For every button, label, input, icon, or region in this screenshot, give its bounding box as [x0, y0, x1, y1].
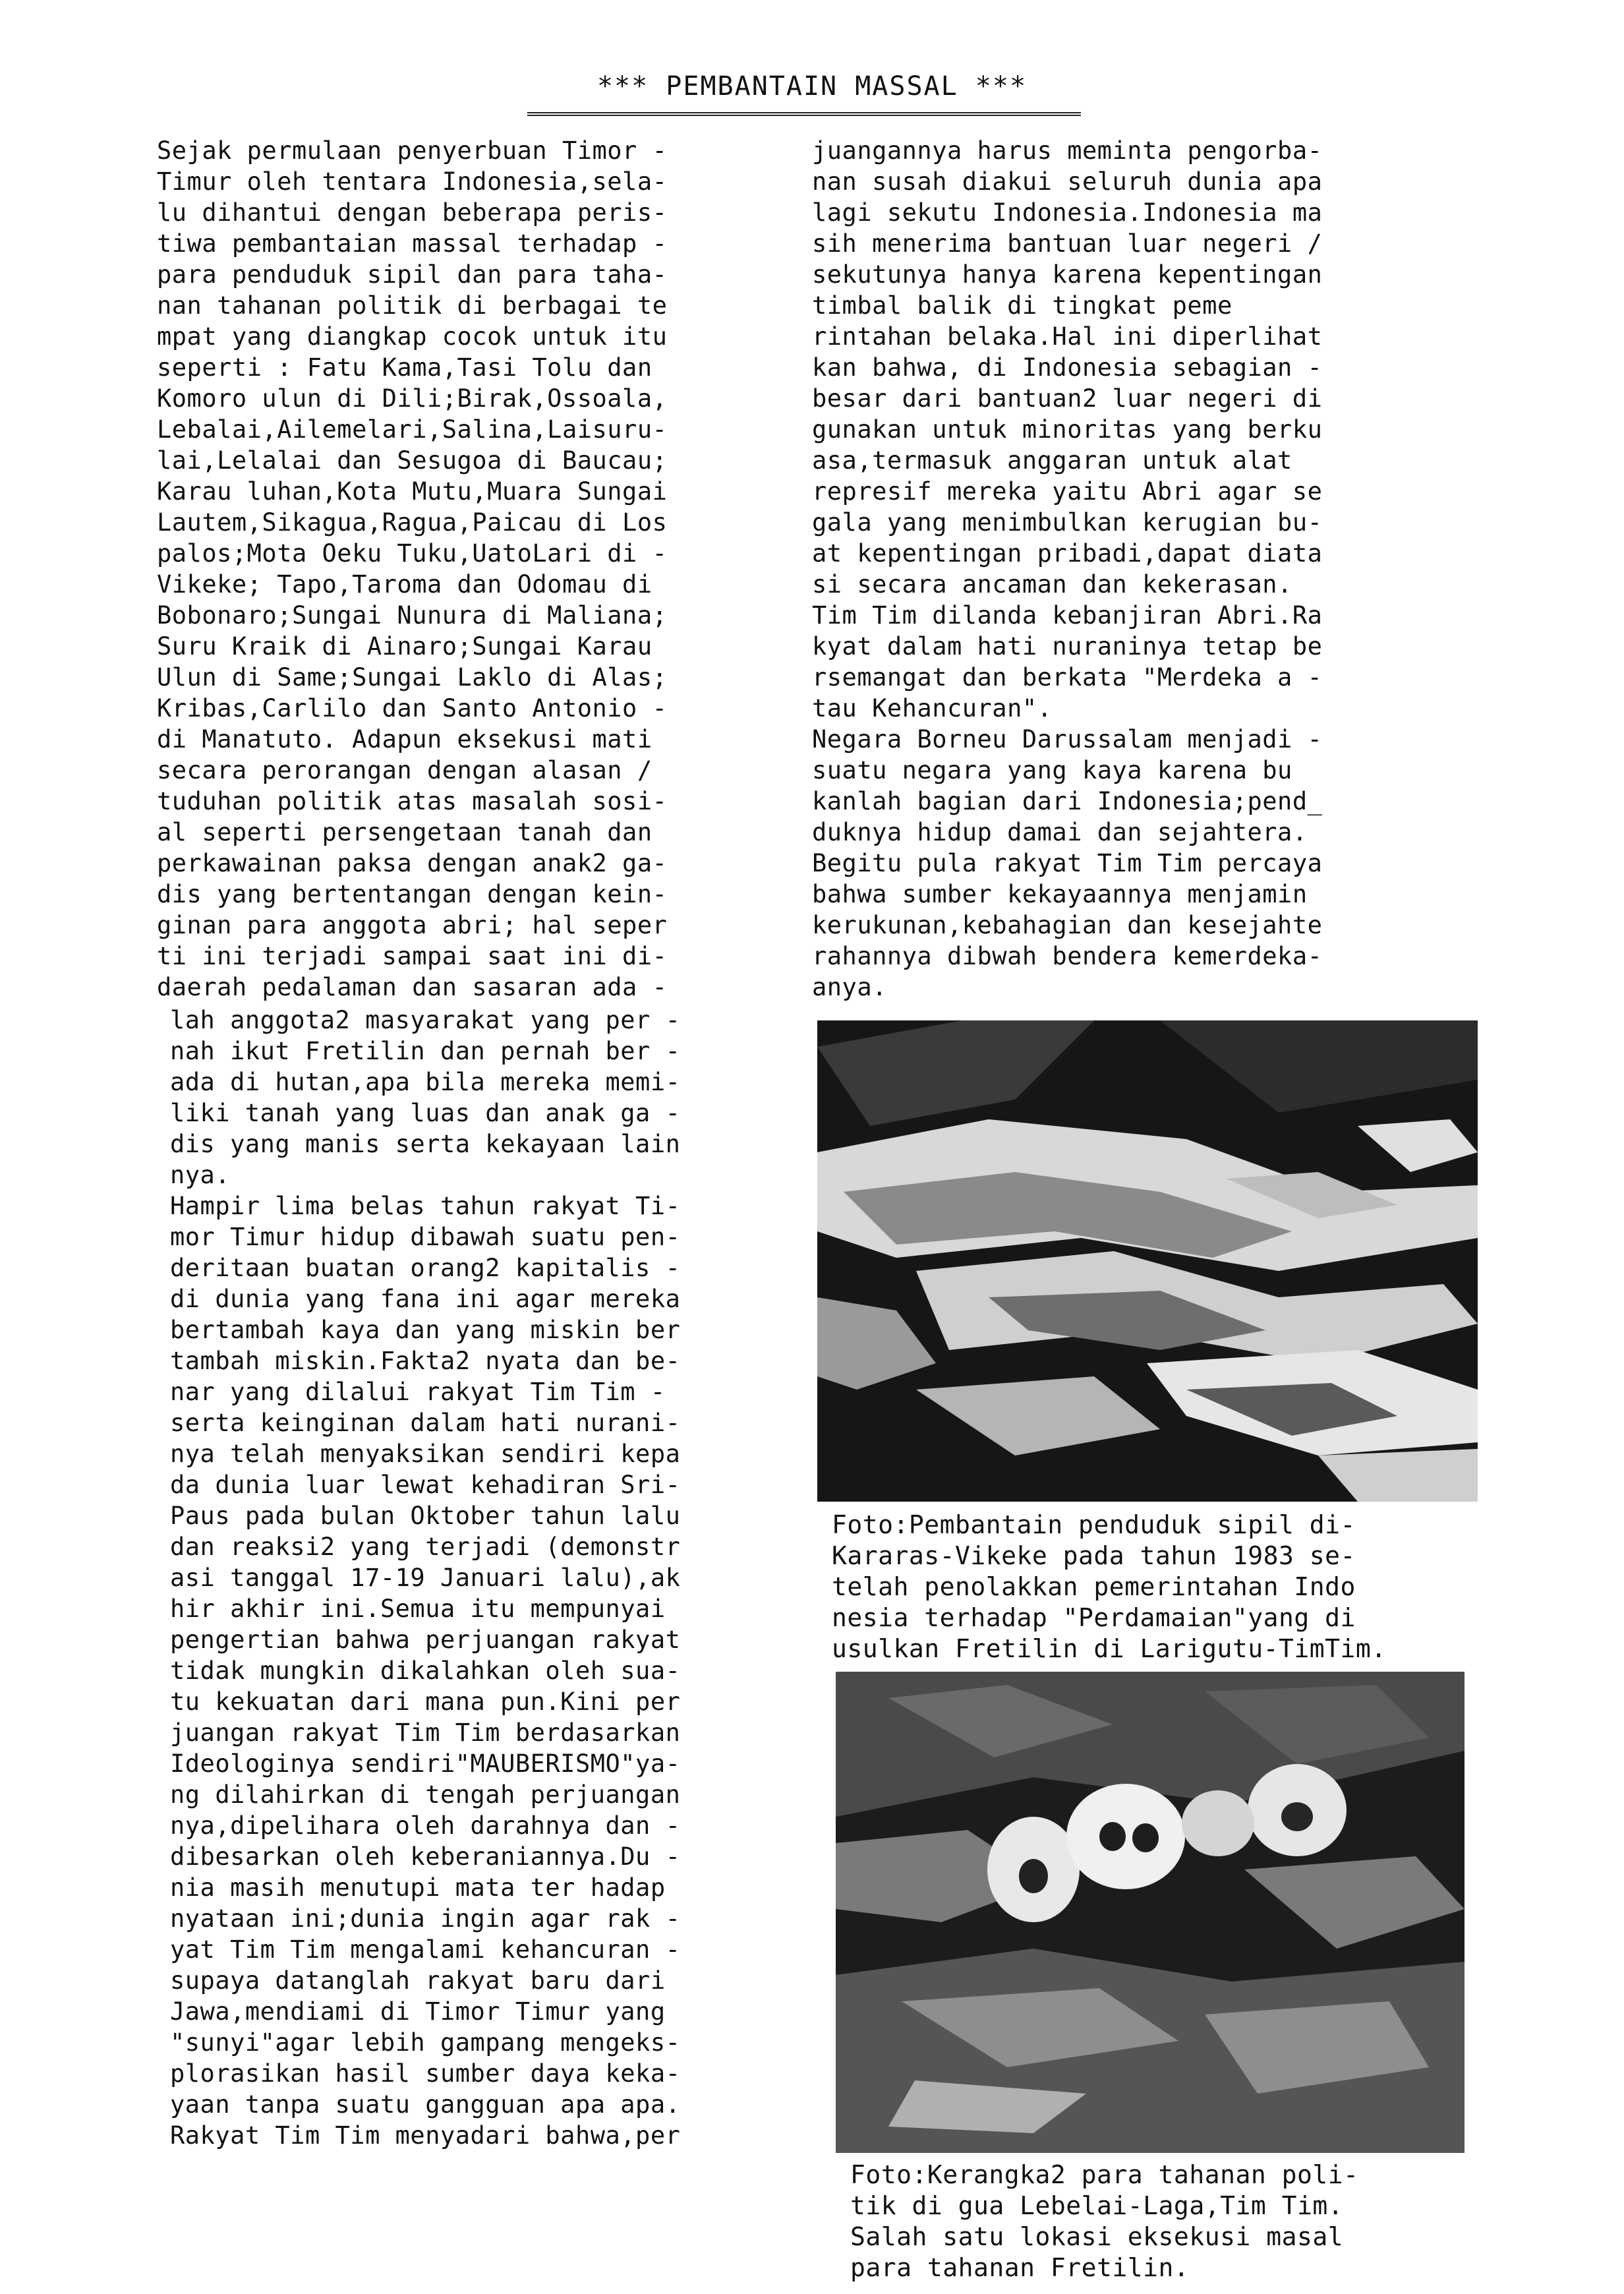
text-line: lu dihantui dengan beberapa peris-	[157, 198, 668, 227]
text-line: at kepentingan pribadi,dapat diata	[812, 539, 1323, 568]
caption-line: Foto:Pembantain penduduk sipil di-	[832, 1510, 1356, 1539]
skulls-photo	[836, 1672, 1464, 2153]
text-line: dibesarkan oleh keberaniannya.Du -	[170, 1842, 681, 1871]
text-line: suatu negara yang kaya karena bu	[812, 756, 1292, 784]
text-line: ti ini terjadi sampai saat ini di-	[157, 942, 668, 970]
text-line: yat Tim Tim mengalami kehancuran -	[170, 1935, 681, 1964]
text-line: dan reaksi2 yang terjadi (demonstr	[170, 1533, 681, 1561]
text-line: dis yang manis serta kekayaan lain	[170, 1130, 681, 1158]
text-line: lagi sekutu Indonesia.Indonesia ma	[812, 198, 1323, 227]
text-line: nya,dipelihara oleh darahnya dan -	[170, 1811, 681, 1840]
text-line: serta keinginan dalam hati nurani-	[170, 1409, 681, 1437]
massacre-photo-caption	[832, 1510, 1387, 1664]
text-line: secara perorangan dengan alasan /	[157, 756, 652, 784]
text-line: nan susah diakui seluruh dunia apa	[812, 167, 1323, 196]
text-line: Paus pada bulan Oktober tahun lalu	[170, 1502, 681, 1530]
skulls-photo-caption	[850, 2160, 1358, 2283]
text-line: "sunyi"agar lebih gampang mengeks-	[170, 2028, 681, 2057]
text-line: Vikeke; Tapo,Taroma dan Odomau di	[157, 570, 652, 599]
text-line: Lautem,Sikagua,Ragua,Paicau di Los	[157, 508, 668, 537]
text-line: ng dilahirkan di tengah perjuangan	[170, 1780, 681, 1809]
caption-line: tik di gua Lebelai-Laga,Tim Tim.	[850, 2191, 1344, 2220]
text-line: rahannya dibwah bendera kemerdeka-	[812, 942, 1323, 970]
text-line: nyataan ini;dunia ingin agar rak -	[170, 1904, 681, 1933]
text-line: daerah pedalaman dan sasaran ada -	[157, 973, 668, 1001]
text-line: Rakyat Tim Tim menyadari bahwa,per	[170, 2121, 681, 2150]
text-line: kyat dalam hati nuraninya tetap be	[812, 632, 1323, 661]
text-line: asa,termasuk anggaran untuk alat	[812, 446, 1292, 475]
text-line: lah anggota2 masyarakat yang per -	[170, 1006, 681, 1034]
text-line: Tim Tim dilanda kebanjiran Abri.Ra	[812, 601, 1323, 630]
text-line: besar dari bantuan2 luar negeri di	[812, 384, 1323, 413]
text-line: Bobonaro;Sungai Nunura di Maliana;	[157, 601, 668, 630]
text-line: Negara Borneu Darussalam menjadi -	[812, 725, 1323, 753]
text-line: Lebalai,Ailemelari,Salina,Laisuru-	[157, 415, 668, 444]
text-line: hir akhir ini.Semua itu mempunyai	[170, 1595, 666, 1623]
text-line: bertambah kaya dan yang miskin ber	[170, 1316, 681, 1344]
text-line: nya.	[170, 1161, 231, 1189]
text-line: tidak mungkin dikalahkan oleh sua-	[170, 1657, 681, 1685]
text-line: rintahan belaka.Hal ini diperlihat	[812, 322, 1323, 351]
text-line: asi tanggal 17-19 Januari lalu),ak	[170, 1564, 681, 1592]
left-column-lower	[170, 1005, 680, 2151]
text-line: timbal balik di tingkat peme	[812, 291, 1232, 320]
text-line: kan bahwa, di Indonesia sebagian -	[812, 353, 1323, 382]
caption-line: Kararas-Vikeke pada tahun 1983 se-	[832, 1541, 1356, 1570]
text-line: rsemangat dan berkata "Merdeka a -	[812, 663, 1323, 691]
text-line: sih menerima bantuan luar negeri /	[812, 229, 1323, 258]
page-title: *** PEMBANTAIN MASSAL ***	[596, 71, 1028, 102]
caption-line: Salah satu lokasi eksekusi masal	[850, 2222, 1344, 2251]
text-line: tambah miskin.Fakta2 nyata dan be-	[170, 1347, 681, 1375]
text-line: gunakan untuk minoritas yang berku	[812, 415, 1323, 444]
caption-line: Foto:Kerangka2 para tahanan poli-	[850, 2160, 1359, 2189]
text-line: mpat yang diangkap cocok untuk itu	[157, 322, 668, 351]
text-line: Komoro ulun di Dili;Birak,Ossoala,	[157, 384, 668, 413]
text-line: Sejak permulaan penyerbuan Timor -	[157, 136, 668, 165]
text-line: tuduhan politik atas masalah sosi-	[157, 787, 668, 815]
text-line: gala yang menimbulkan kerugian bu-	[812, 508, 1323, 537]
right-column	[812, 135, 1322, 1003]
text-line: supaya datanglah rakyat baru dari	[170, 1966, 666, 1995]
text-line: da dunia luar lewat kehadiran Sri-	[170, 1471, 681, 1499]
text-line: tu kekuatan dari mana pun.Kini per	[170, 1688, 681, 1716]
text-line: yaan tanpa suatu gangguan apa apa.	[170, 2090, 681, 2119]
text-line: represif mereka yaitu Abri agar se	[812, 477, 1323, 506]
text-line: liki tanah yang luas dan anak ga -	[170, 1099, 681, 1127]
text-line: nia masih menutupi mata ter hadap	[170, 1873, 666, 1902]
caption-line: usulkan Fretilin di Larigutu-TimTim.	[832, 1634, 1387, 1663]
caption-line: para tahanan Fretilin.	[850, 2253, 1190, 2282]
text-line: Kribas,Carlilo dan Santo Antonio -	[157, 694, 668, 722]
text-line: lai,Lelalai dan Sesugoa di Baucau;	[157, 446, 668, 475]
text-line: Karau luhan,Kota Mutu,Muara Sungai	[157, 477, 668, 506]
text-line: anya.	[812, 973, 887, 1001]
text-line: tiwa pembantaian massal terhadap -	[157, 229, 668, 258]
text-line: Begitu pula rakyat Tim Tim percaya	[812, 849, 1323, 877]
text-line: ada di hutan,apa bila mereka memi-	[170, 1068, 681, 1096]
title-underline	[527, 112, 1081, 116]
text-line: nar yang dilalui rakyat Tim Tim -	[170, 1378, 666, 1406]
text-line: palos;Mota Oeku Tuku,UatoLari di -	[157, 539, 668, 568]
text-line: di Manatuto. Adapun eksekusi mati	[157, 725, 652, 753]
text-line: Suru Kraik di Ainaro;Sungai Karau	[157, 632, 652, 661]
text-line: ginan para anggota abri; hal seper	[157, 911, 668, 939]
text-line: si secara ancaman dan kekerasan.	[812, 570, 1292, 599]
text-line: seperti : Fatu Kama,Tasi Tolu dan	[157, 353, 652, 382]
caption-line: telah penolakkan pemerintahan Indo	[832, 1572, 1356, 1601]
text-line: bahwa sumber kekayaannya menjamin	[812, 880, 1308, 908]
text-line: juangannya harus meminta pengorba-	[812, 136, 1323, 165]
text-line: Jawa,mendiami di Timor Timur yang	[170, 1997, 666, 2026]
text-line: kerukunan,kebahagian dan kesejahte	[812, 911, 1323, 939]
text-line: nan tahanan politik di berbagai te	[157, 291, 668, 320]
text-line: Ideologinya sendiri"MAUBERISMO"ya-	[170, 1750, 681, 1778]
massacre-photo	[817, 1020, 1478, 1502]
text-line: para penduduk sipil dan para taha-	[157, 260, 668, 289]
text-line: nah ikut Fretilin dan pernah ber -	[170, 1037, 681, 1065]
text-line: plorasikan hasil sumber daya keka-	[170, 2059, 681, 2088]
text-line: dis yang bertentangan dengan kein-	[157, 880, 668, 908]
text-line: tau Kehancuran".	[812, 694, 1053, 722]
text-line: Hampir lima belas tahun rakyat Ti-	[170, 1192, 681, 1220]
text-line: deritaan buatan orang2 kapitalis -	[170, 1254, 681, 1282]
text-line: sekutunya hanya karena kepentingan	[812, 260, 1323, 289]
text-line: duknya hidup damai dan sejahtera.	[812, 818, 1308, 846]
skulls-photo-image	[836, 1672, 1464, 2153]
text-line: pengertian bahwa perjuangan rakyat	[170, 1626, 681, 1654]
left-column-upper	[157, 135, 667, 1003]
text-line: Ulun di Same;Sungai Laklo di Alas;	[157, 663, 668, 691]
text-line: mor Timur hidup dibawah suatu pen-	[170, 1223, 681, 1251]
text-line: di dunia yang fana ini agar mereka	[170, 1285, 681, 1313]
text-line: al seperti persengetaan tanah dan	[157, 818, 652, 846]
caption-line: nesia terhadap "Perdamaian"yang di	[832, 1603, 1356, 1632]
text-line: perkawainan paksa dengan anak2 ga-	[157, 849, 668, 877]
text-line: kanlah bagian dari Indonesia;pend_	[812, 787, 1323, 815]
text-line: nya telah menyaksikan sendiri kepa	[170, 1440, 681, 1468]
text-line: Timur oleh tentara Indonesia,sela-	[157, 167, 668, 196]
text-line: juangan rakyat Tim Tim berdasarkan	[170, 1719, 681, 1747]
massacre-photo-image	[817, 1020, 1478, 1502]
